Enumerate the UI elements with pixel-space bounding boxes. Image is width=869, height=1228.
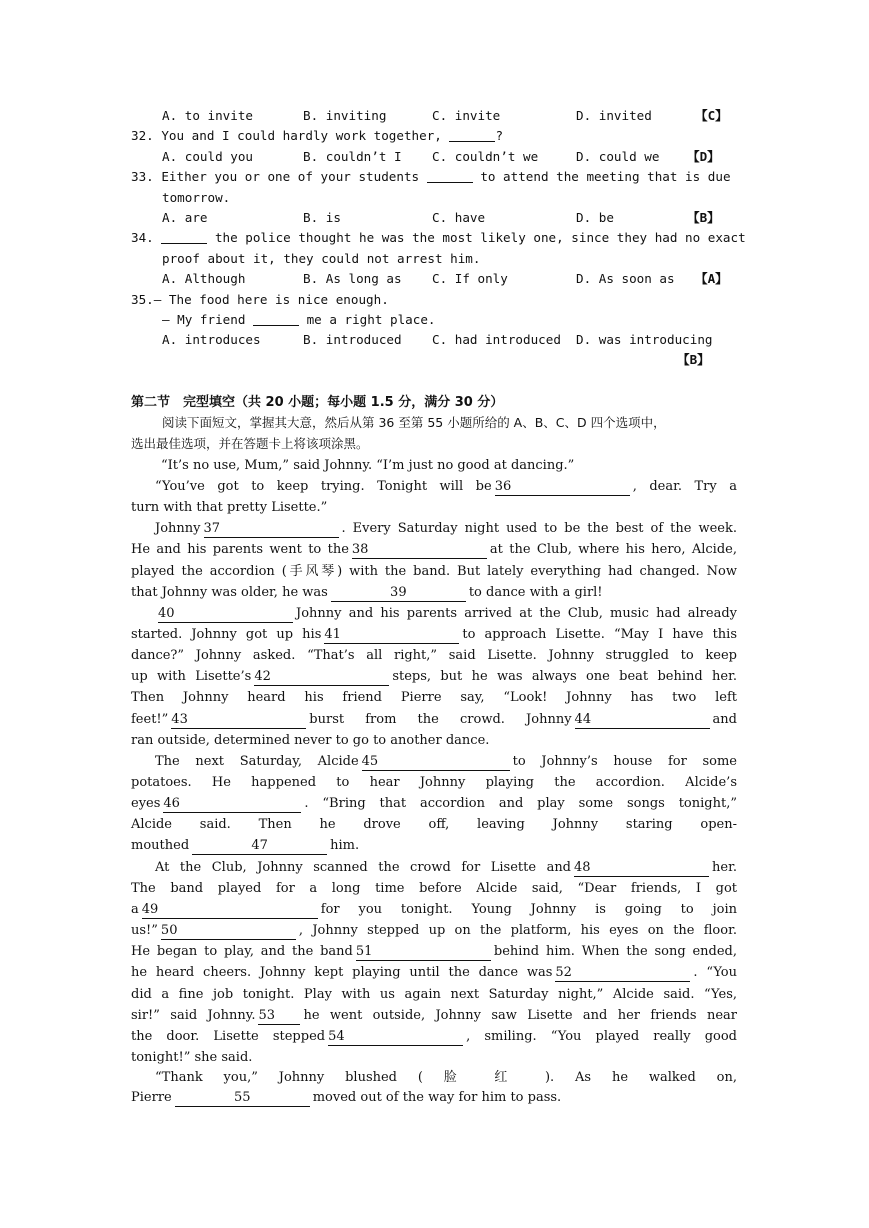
q35-option-d: D. was introducing [576, 332, 713, 347]
passage-text: . Every Saturday night used to be the best of the week. [341, 521, 737, 536]
passage-text: , smiling. “You played really good [466, 1029, 737, 1044]
passage-line: tonight!” she said. [131, 1050, 253, 1065]
q34-stem-text: the police thought he was the most likely one, since they had no exact [214, 230, 746, 245]
blank-48: 48 [574, 860, 709, 877]
q35-stem-text: — My friend [162, 312, 246, 327]
q34-option-c: C. If only [432, 271, 508, 286]
passage-text: sir!” said Johnny. [131, 1008, 256, 1023]
passage-line [131, 519, 737, 539]
passage-text: eyes [131, 796, 161, 811]
q31-option-c: C. invite [432, 108, 501, 123]
q31-option-d: D. invited [576, 108, 652, 123]
q33-stem-line2: tomorrow. [162, 190, 231, 205]
passage-text: that Johnny was older, he was [131, 585, 328, 600]
q35-stem-rest: me a right place. [306, 312, 436, 327]
blank-40: 40 [158, 606, 293, 623]
passage-line [131, 1088, 737, 1108]
passage-text: to approach Lisette. “May I have this [462, 627, 738, 642]
q31-options-row [131, 106, 737, 126]
passage-text: to dance with a girl! [468, 585, 603, 600]
passage-line [131, 1006, 737, 1026]
q35-answer: 【B】 [677, 352, 710, 367]
blank-42: 42 [254, 669, 389, 686]
q32-option-c: C. couldn’t we [432, 149, 539, 164]
q32-stem [131, 126, 737, 146]
passage-line [131, 858, 737, 878]
passage-text: He and his parents went to the [131, 542, 349, 557]
passage-line [131, 625, 737, 645]
q35-blank [253, 311, 299, 326]
q33-answer: 【B】 [687, 210, 720, 225]
section-instruction-line2: 选出最佳选项，并在答题卡上将该项涂黑。 [131, 436, 369, 451]
passage-text: the door. Lisette stepped [131, 1029, 326, 1044]
q34-number: 34. [131, 230, 154, 245]
passage-text: “You’ve got to keep trying. Tonight will be [155, 479, 492, 494]
passage-line: dance?” Johnny asked. “That’s all right,” said Lisette. Johnny struggled to keep [131, 648, 737, 663]
q31-answer: 【C】 [695, 108, 728, 123]
passage-line [131, 900, 737, 920]
blank-53: 53 [258, 1008, 300, 1025]
q35-answer-row [131, 350, 737, 370]
passage-line: ran outside, determined never to go to another dance. [131, 733, 490, 748]
q32-stem-end: ? [495, 128, 504, 143]
passage-line [131, 752, 737, 772]
passage-text: The next Saturday, Alcide [155, 754, 359, 769]
blank-52: 52 [555, 965, 690, 982]
passage-text: us!” [131, 923, 158, 938]
q32-blank [449, 127, 495, 142]
q34-stem-line2: proof about it, they could not arrest him. [162, 251, 481, 266]
passage-text: , dear. Try a [632, 479, 737, 494]
blank-54: 54 [328, 1029, 463, 1046]
q32-option-a: A. could you [162, 149, 253, 164]
blank-55: 55 [175, 1090, 310, 1107]
q35-stem: 35.— The food here is nice enough. [131, 292, 389, 307]
passage-text: up with Lisette’s [131, 669, 252, 684]
passage-line: The band played for a long time before Alcide said, “Dear friends, I got [131, 881, 737, 896]
blank-44: 44 [575, 712, 710, 729]
q35-options-row [131, 330, 737, 350]
q33-stem-rest: to attend the meeting that is due [480, 169, 731, 184]
passage-line: played the accordion (手风琴) with the band. But lately everything had changed. Now [131, 564, 737, 579]
passage-text: for you tonight. Young Johnny is going to join [320, 902, 737, 917]
passage-text: Pierre [131, 1090, 172, 1105]
passage-text: He began to play, and the band [131, 944, 353, 959]
q32-answer: 【D】 [687, 149, 720, 164]
passage-line [131, 836, 737, 856]
blank-50: 50 [161, 923, 296, 940]
passage-line [131, 604, 737, 624]
passage-text: behind him. When the song ended, [493, 944, 737, 959]
passage-line [131, 583, 737, 603]
q31-option-b: B. inviting [303, 108, 387, 123]
blank-36: 36 [495, 479, 630, 496]
passage-text: he heard cheers. Johnny kept playing until the dance was [131, 965, 553, 980]
q34-option-a: A. Although [162, 271, 246, 286]
q33-option-d: D. be [576, 210, 614, 225]
passage-text: Johnny [155, 521, 201, 536]
q35-option-b: B. introduced [303, 332, 402, 347]
passage-line: turn with that pretty Lisette.” [131, 500, 328, 515]
passage-text: At the Club, Johnny scanned the crowd for Lisette and [155, 860, 572, 875]
blank-51: 51 [356, 944, 491, 961]
blank-38: 38 [352, 542, 487, 559]
q33-option-a: A. are [162, 210, 208, 225]
passage-text: . “Bring that accordion and play some songs tonight,” [304, 796, 737, 811]
q34-option-d: D. As soon as [576, 271, 675, 286]
passage-text: feet!” [131, 712, 169, 727]
q33-option-b: B. is [303, 210, 341, 225]
passage-text: him. [330, 838, 360, 853]
q32-option-b: B. couldn’t I [303, 149, 402, 164]
passage-line: potatoes. He happened to hear Johnny playing the accordion. Alcide’s [131, 775, 737, 790]
passage-text: a [131, 902, 139, 917]
passage-text: steps, but he was always one beat behind her. [392, 669, 737, 684]
q31-option-a: A. to invite [162, 108, 253, 123]
q35-stem-line2 [131, 310, 737, 330]
passage-text: he went outside, Johnny saw Lisette and her friends near [303, 1008, 737, 1023]
passage-line: Alcide said. Then he drove off, leaving Johnny staring open- [131, 817, 737, 832]
passage-text: at the Club, where his hero, Alcide, [489, 542, 737, 557]
section-instruction-line1: 阅读下面短文，掌握其大意，然后从第 36 至第 55 小题所给的 A、B、C、D 四个选项中， [162, 415, 666, 430]
passage-text: burst from the crowd. Johnny [309, 712, 572, 727]
blank-37: 37 [204, 521, 339, 538]
section-title: 第二节 完型填空（共 20 小题；每小题 1.5 分，满分 30 分） [131, 395, 504, 410]
passage-line [131, 921, 737, 941]
passage-line: “Thank you,” Johnny blushed ( 脸 红 ). As he walked on, [155, 1070, 737, 1085]
passage-line [131, 667, 737, 687]
passage-line [131, 540, 737, 560]
q33-options-row [131, 208, 737, 228]
q33-stem-text: 33. Either you or one of your students [131, 169, 420, 184]
blank-39: 39 [331, 585, 466, 602]
passage-line [131, 942, 737, 962]
passage-text: , Johnny stepped up on the platform, his eyes on the floor. [298, 923, 737, 938]
q33-stem [131, 167, 737, 187]
passage-line: Then Johnny heard his friend Pierre say, “Look! Johnny has two left [131, 690, 737, 705]
passage-text: to Johnny’s house for some [512, 754, 737, 769]
passage-text: moved out of the way for him to pass. [312, 1090, 562, 1105]
passage-line [131, 794, 737, 814]
q32-stem-text: 32. You and I could hardly work together, [131, 128, 442, 143]
passage-line [131, 1027, 737, 1047]
q34-answer: 【A】 [695, 271, 728, 286]
q34-options-row [131, 269, 737, 289]
passage-text: her. [712, 860, 737, 875]
q32-options-row [131, 147, 737, 167]
q32-option-d: D. could we [576, 149, 660, 164]
blank-45: 45 [362, 754, 510, 771]
blank-49: 49 [142, 902, 318, 919]
q34-stem [131, 228, 746, 248]
passage-line: “It’s no use, Mum,” said Johnny. “I’m just no good at dancing.” [161, 458, 575, 473]
q33-option-c: C. have [432, 210, 486, 225]
blank-43: 43 [171, 712, 306, 729]
q35-option-c: C. had introduced [432, 332, 561, 347]
passage-text: started. Johnny got up his [131, 627, 322, 642]
q33-blank [427, 168, 473, 183]
q35-option-a: A. introduces [162, 332, 261, 347]
passage-text: . “You [693, 965, 737, 980]
passage-line [131, 710, 737, 730]
passage-text: Johnny and his parents arrived at the Club, music had already [296, 606, 737, 621]
passage-text: mouthed [131, 838, 190, 853]
passage-line: did a fine job tonight. Play with us again next Saturday night,” Alcide said. “Yes, [131, 987, 737, 1002]
blank-46: 46 [163, 796, 301, 813]
q34-blank [161, 229, 207, 244]
passage-line [131, 477, 737, 497]
blank-47: 47 [192, 838, 327, 855]
passage-text: and [712, 712, 737, 727]
q34-option-b: B. As long as [303, 271, 402, 286]
passage-line [131, 963, 737, 983]
blank-41: 41 [324, 627, 459, 644]
